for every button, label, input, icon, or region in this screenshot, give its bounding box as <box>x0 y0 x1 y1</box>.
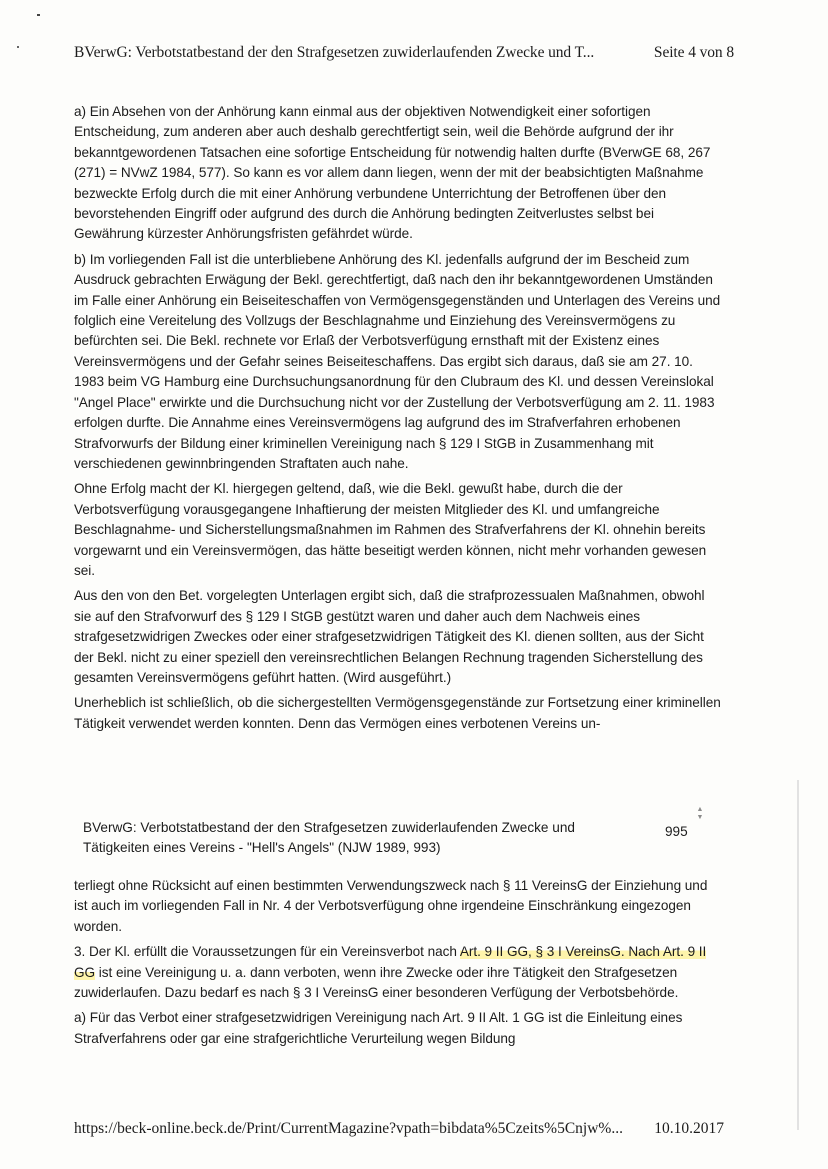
article-body-continued <box>74 876 724 1054</box>
arrow-down-icon[interactable]: ▼ <box>696 814 704 821</box>
print-header <box>74 44 734 62</box>
page-break-title-line2: Tätigkeiten eines Vereins - "Hell's Angels" (NJW 1989, 993) <box>83 840 441 856</box>
print-footer-date: 10.10.2017 <box>654 1120 724 1137</box>
print-header-page: Seite 4 von 8 <box>653 44 734 61</box>
text-fragment: 3. Der Kl. erfüllt die Voraussetzungen für ein Vereinsverbot nach <box>74 944 460 960</box>
paragraph: Aus den von den Bet. vorgelegten Unterlagen ergibt sich, daß die strafprozessualen Maßnahmen, obwohl sie auf den Strafvorwurf des § 129 I StGB gestützt waren und daher auch dem Nachweis eines strafgesetzwidrigen Zweckes oder einer strafgesetzwidrigen Tätigkeit des Kl. dienen sollten, aus der Sicht der Bekl. nicht zu einer speziell den vereinsrechtlichen Belangen Rechnung tragenden Sicherstellung des gesamten Vereinsvermögens geführt hatten. (Wird ausgeführt.) <box>74 588 705 685</box>
text-fragment: ist eine Vereinigung u. a. dann verboten, wenn ihre Zwecke oder ihre Tätigkeit den Strafgesetzen zuwiderlaufen. Dazu bedarf es nach § 3 I VereinsG einer besonderen Verfügung der Verbotsbehörde. <box>74 964 679 1001</box>
page-break-page-number: 995 <box>665 824 688 839</box>
paragraph: b) Im vorliegenden Fall ist die unterbliebene Anhörung des Kl. jedenfalls aufgrund der im Bescheid zum Ausdruck gebrachten Erwägung der Bekl. gerechtfertigt, daß nach den ihr bekanntgewordenen Umständen im Falle einer Anhörung ein Beiseiteschaffen von Vermögensgegenständen und Unterlagen des Vereins und folglich eine Vereitelung des Vollzugs der Beschlagnahme und Einziehung des Vereinsvermögens zu befürchten sei. Die Bekl. rechnete vor Erlaß der Verbotsverfügung ernsthaft mit der Existenz eines Vereinsvermögens und der Gefahr seines Beiseiteschaffens. Das ergibt sich daraus, daß sie am 27. 10. 1983 beim VG Hamburg eine Durchsuchungsanordnung für den Clubraum des Kl. und dessen Vereinslokal "Angel Place" erwirkte und die Durchsuchung nicht vor der Zustellung der Verbotsverfügung am 2. 11. 1983 erfolgen durfte. Die Annahme eines Vereinsvermögens lag aufgrund des im Strafverfahren erhobenen Strafvorwurfs der Bildung einer kriminellen Vereinigung nach § 129 I StGB in Zusammenhang mit verschiedenen gewinnbringenden Straftaten auch nahe. <box>74 251 721 471</box>
paragraph: a) Ein Absehen von der Anhörung kann einmal aus der objektiven Notwendigkeit einer sofortigen Entscheidung, zum anderen aber auch deshalb gerechtfertigt sein, weil die Behörde aufgrund der ihr bekanntgewordenen Tatsachen eine sofortige Entscheidung für notwendig halten durfte (BVerwGE 68, 267 (271) = NVwZ 1984, 577). So kann es vor allem dann liegen, wenn der mit der beabsichtigten Maßnahme bezweckte Erfolg durch die mit einer Anhörung verbundene Unterrichtung der Betroffenen über den bevorstehenden Eingriff oder aufgrund des durch die Anhörung bedingten Zeitverlustes selbst bei Gewährung kürzester Anhörungsfristen gefährdet würde. <box>74 104 711 242</box>
paragraph: terliegt ohne Rücksicht auf einen bestimmten Verwendungszweck nach § 11 VereinsG der Einziehung und ist auch im vorliegenden Fall in Nr. 4 der Verbotsverfügung ohne irgendeine Einschränkung eingezogen worden. <box>74 878 708 934</box>
scan-edge-shadow <box>797 780 799 1130</box>
page-break-header <box>83 806 723 859</box>
highlight-citation: Art. 9 II GG <box>74 944 707 980</box>
page-break-title-line1: BVerwG: Verbotstatbestand der den Strafgesetzen zuwiderlaufenden Zwecke und <box>83 820 575 835</box>
page-nav-arrows[interactable] <box>695 806 705 822</box>
print-footer <box>74 1120 724 1138</box>
article-body <box>74 102 724 739</box>
paragraph: Unerheblich ist schließlich, ob die sichergestellten Vermögensgegenstände zur Fortsetzung einer kriminellen Tätigkeit verwendet werden konnten. Denn das Vermögen eines verbotenen Vereins un- <box>74 695 721 731</box>
scan-speck <box>37 14 40 16</box>
print-footer-url: https://beck-online.beck.de/Print/CurrentMagazine?vpath=bibdata%5Czeits%5Cnjw%... <box>74 1120 623 1137</box>
arrow-up-icon[interactable]: ▲ <box>696 806 704 813</box>
print-header-title: BVerwG: Verbotstatbestand der den Strafgesetzen zuwiderlaufenden Zwecke und T... <box>74 44 595 61</box>
paragraph-highlighted <box>74 942 724 1003</box>
scan-speck <box>17 46 19 48</box>
text-fragment: Nach <box>624 944 663 960</box>
paragraph: a) Für das Verbot einer strafgesetzwidrigen Vereinigung nach Art. 9 II Alt. 1 GG ist die Einleitung eines Strafverfahrens oder gar eine strafgerichtliche Verurteilung wegen Bildung <box>74 1010 683 1046</box>
paragraph: Ohne Erfolg macht der Kl. hiergegen geltend, daß, wie die Bekl. gewußt habe, durch die der Verbotsverfügung vorausgegangene Inhaftierung der meisten Mitglieder des Kl. und umfangreiche Beschlagnahme- und Sicherstellungsmaßnahmen im Rahmen des Strafverfahrens der Kl. ohnehin bereits vorgewarnt und ein Vereinsvermögen, das hätte beseitigt werden können, nicht mehr vorhanden gewesen sei. <box>74 481 707 578</box>
highlight-citation: Art. 9 II GG, § 3 I VereinsG. <box>459 944 625 960</box>
